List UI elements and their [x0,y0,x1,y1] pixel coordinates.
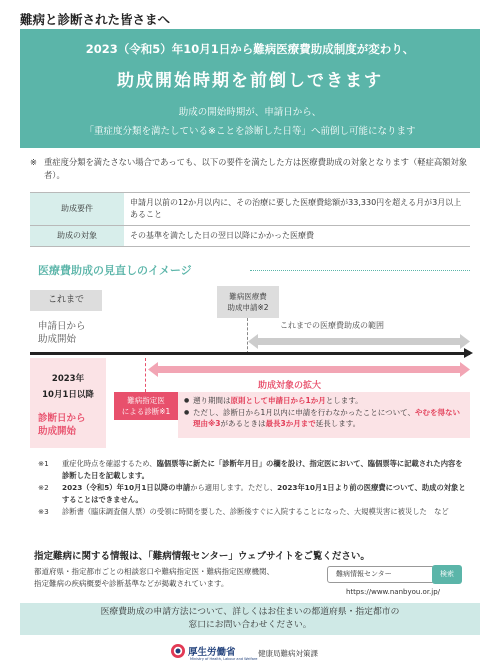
ministry-english: Ministry of Health, Labour and Welfare [190,657,258,661]
title-dotted-line [250,270,470,271]
table-row [30,193,470,226]
note-mark: ※ [30,157,37,167]
ministry-name: 厚生労働省 [188,647,236,658]
diagram-title: 医療費助成の見直しのイメージ [38,264,192,277]
application-box: 難病医療費 助成申請※2 [217,286,279,318]
timeline-arrowhead [464,348,473,358]
requirement-value: 申請月以前の12か月以内に、その治療に要した医療費総額が33,330円を超える月が3月以上あること [124,193,470,226]
before-label: これまで [30,290,102,311]
info-center-description: 都道府県・指定都市ごとの相談窓口や難病指定医・難病指定医療機関、 指定難病の疾病概要や診断基準などが掲載されています。 [34,567,274,588]
year-label: 2023年 [51,374,85,384]
timeline-axis [30,352,470,355]
note-text: 重症度分類を満たさない場合であっても、以下の要件を満たした方は医療費助成の対象となります（軽症高額対象者）。 [44,157,468,180]
date-label: 10月1日以降 [42,390,94,400]
website-url[interactable]: https://www.nanbyou.or.jp/ [346,588,441,596]
old-range-arrow [248,334,470,349]
requirements-table [30,192,470,247]
diagnosis-start-text: 診断日から 助成開始 [38,413,86,437]
ministry-logo-icon [170,643,186,659]
expansion-label: 助成対象の拡大 [258,381,322,391]
info-center-headline: 指定難病に関する情報は、「難病情報センター」ウェブサイトをご覧ください。 [34,551,370,562]
diagnosis-tick [145,358,146,392]
table-row [30,226,470,247]
banner-line-1: 2023（令和5）年10月1日から難病医療費助成制度が変わり、 [85,42,415,56]
expanded-range-arrow [148,362,470,377]
app-start-text: 申請日から 助成開始 [38,321,86,345]
banner-line-2: 助成開始時期を前倒しできます [117,71,383,91]
mild-case-note [30,156,470,182]
contact-banner: 医療費助成の申請方法について、詳しくはお住まいの都道府県・指定都市の 窓口にお問い合わせください。 [20,603,480,635]
footnote-1: ※1 重症化時点を確認するため、臨個票等に新たに「診断年月日」の欄を設け、指定医において、臨個票等に記載された内容を診断した日を記載します。 [38,459,463,480]
search-button[interactable]: 検索 [432,565,462,584]
requirement-label: 助成要件 [30,193,124,226]
audience-title: 難病と診断された皆さまへ [20,12,171,27]
headline-banner [20,32,480,148]
banner-line-3: 助成の開始時期が、申請日から、 [178,107,322,118]
banner-line-4: 「重症度分類を満たしている※ことを診断した日等」へ前倒し可能になります [84,126,416,137]
coverage-value: その基準を満たした日の翌日以降にかかった医療費 [124,226,470,247]
footnote-3: ※3 診断書（臨床調査個人票）の受領に時間を要した、診断後すぐに入院することになった、大規模災害に被災した など [38,507,449,516]
designated-doctor-box: 難病指定医 による診断※1 [114,392,178,420]
old-range-label: これまでの医療費助成の範囲 [280,321,384,330]
rule-bullet-2: ● ただし、診断日から1月以内に申請を行わなかったことについて、やむを得ない理由※3があるときは最長3か月まで延長します。 [184,407,464,430]
search-input[interactable]: 難病情報センター [327,566,435,583]
department-name: 健康局難病対策課 [258,649,318,658]
coverage-label: 助成の対象 [30,226,124,247]
retroactive-rules [178,392,470,438]
rule-bullet-1: ● 遡り期間は原則として申請日から1か月とします。 [184,395,464,407]
footnote-2: ※2 2023（令和5）年10月1日以降の申請から適用します。ただし、2023年10月1日より前の医療費について、助成の対象とすることはできません。 [38,483,466,504]
